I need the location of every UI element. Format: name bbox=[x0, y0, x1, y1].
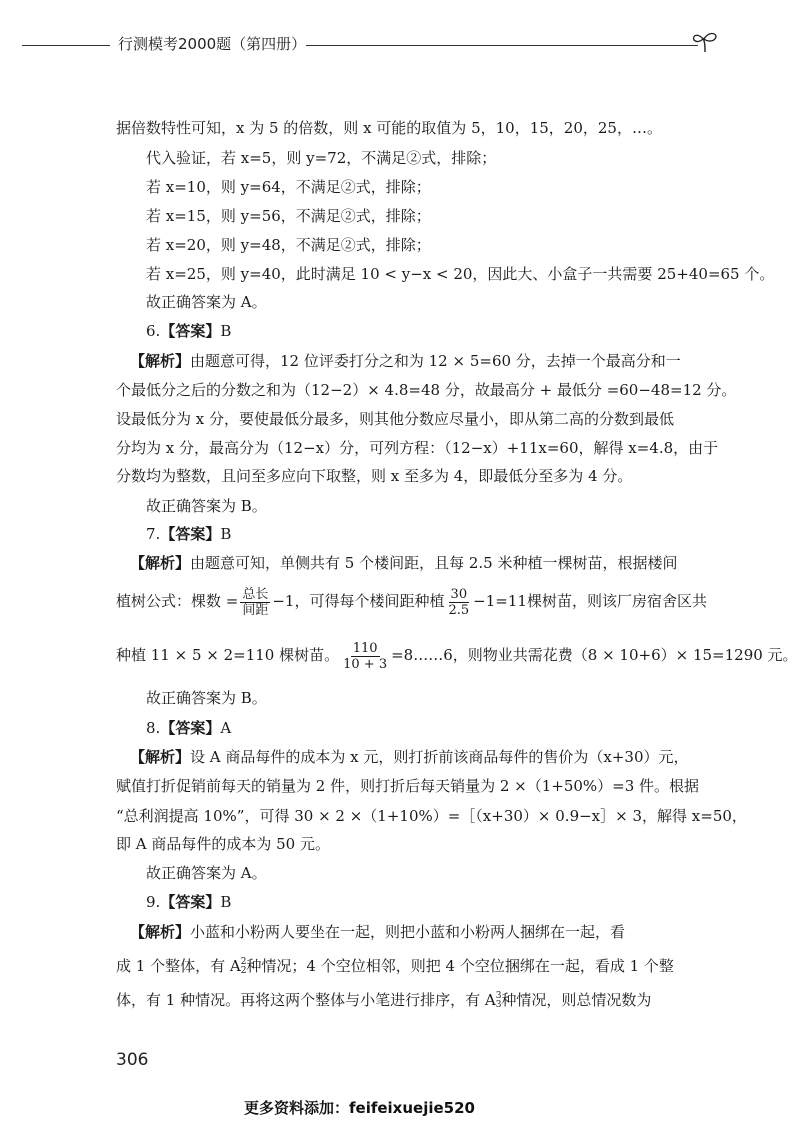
fraction bbox=[240, 587, 270, 618]
superscript: 3 bbox=[495, 991, 502, 1001]
analysis-line bbox=[130, 351, 681, 371]
answer-label: 【答案】 bbox=[160, 719, 221, 737]
footer-note: 更多资料添加：feifeixuejie520 bbox=[244, 1099, 475, 1117]
formula-line bbox=[116, 584, 707, 618]
fraction-numerator: 总长 bbox=[242, 586, 269, 602]
text-line: 故正确答案为 A。 bbox=[146, 293, 267, 311]
answer-value: A bbox=[220, 719, 232, 737]
text-span: 植树公式：棵数 = bbox=[116, 592, 239, 610]
text-line: 若 x=10，则 y=64，不满足②式，排除； bbox=[146, 178, 431, 196]
answer-value: B bbox=[220, 322, 232, 340]
fraction bbox=[446, 587, 471, 618]
text-line: 若 x=20，则 y=48，不满足②式，排除； bbox=[146, 236, 431, 254]
text-line: 故正确答案为 A。 bbox=[146, 864, 267, 882]
text-line bbox=[116, 956, 674, 976]
answer-label: 【答案】 bbox=[160, 893, 221, 911]
text-line: 个最低分之后的分数之和为（12−2）× 4.8=48 分，故最高分 + 最低分 =60−48=12 分。 bbox=[116, 381, 737, 399]
text-line: 即 A 商品每件的成本为 50 元。 bbox=[116, 835, 330, 853]
text-span: =8……6，则物业共需花费（8 × 10+6）× 15=1290 元。 bbox=[391, 646, 798, 664]
answer-value: B bbox=[220, 893, 232, 911]
text-line: 若 x=15，则 y=56，不满足②式，排除； bbox=[146, 207, 431, 225]
subscript: 3 bbox=[495, 1000, 502, 1010]
question-number: 8. bbox=[146, 719, 161, 737]
text-span: 小蓝和小粉两人要坐在一起，则把小蓝和小粉两人捆绑在一起，看 bbox=[190, 923, 626, 941]
text-line: 代入验证，若 x=5，则 y=72，不满足②式，排除； bbox=[146, 149, 497, 167]
analysis-line bbox=[130, 922, 625, 942]
fraction-numerator: 110 bbox=[352, 640, 378, 656]
sprout-icon bbox=[690, 30, 720, 54]
page-number: 306 bbox=[116, 1050, 149, 1070]
analysis-line bbox=[130, 553, 678, 573]
text-line: 若 x=25，则 y=40，此时满足 10 < y−x < 20，因此大、小盒子一共需要 25+40=65 个。 bbox=[146, 265, 775, 283]
text-line: 赋值打折促销前每天的销量为 2 件，则打折后每天销量为 2 ×（1+50%）=3 件。根据 bbox=[116, 777, 700, 795]
text-span: −1，可得每个楼间距种植 bbox=[272, 592, 445, 610]
header-rule-right bbox=[306, 45, 698, 46]
text-span: −1=11棵树苗，则该厂房宿舍区共 bbox=[473, 592, 707, 610]
text-span: 种情况；4 个空位相邻，则把 4 个空位捆绑在一起，看成 1 个整 bbox=[246, 957, 674, 975]
formula-line bbox=[116, 638, 798, 672]
question-number: 9. bbox=[146, 893, 161, 911]
text-line: 设最低分为 x 分，要使最低分最多，则其他分数应尽量小，即从第二高的分数到最低 bbox=[116, 410, 674, 428]
answer-heading-8 bbox=[146, 718, 231, 738]
header-rule-left bbox=[22, 45, 110, 46]
text-line: 分数均为整数，且问至多应向下取整，则 x 至多为 4，即最低分至多为 4 分。 bbox=[116, 467, 633, 485]
analysis-label: 【解析】 bbox=[130, 352, 191, 370]
text-line: “总利润提高 10%”，可得 30 × 2 ×（1+10%）=［（x+30）× 0.9−x］× 3，解得 x=50， bbox=[116, 807, 747, 825]
text-span: 种植 11 × 5 × 2=110 棵树苗。 bbox=[116, 646, 340, 664]
text-span: 成 1 个整体，有 A bbox=[116, 957, 241, 975]
answer-heading-6 bbox=[146, 321, 231, 341]
fraction-denominator: 间距 bbox=[242, 602, 269, 618]
question-number: 6. bbox=[146, 322, 161, 340]
question-number: 7. bbox=[146, 525, 161, 543]
text-line: 故正确答案为 B。 bbox=[146, 497, 267, 515]
text-line: 分均为 x 分，最高分为（12−x）分，可列方程：（12−x）+11x=60，解得 x=4.8，由于 bbox=[116, 439, 719, 457]
fraction bbox=[341, 641, 389, 672]
answer-label: 【答案】 bbox=[160, 322, 221, 340]
text-span: 种情况，则总情况数为 bbox=[501, 991, 652, 1009]
answer-label: 【答案】 bbox=[160, 525, 221, 543]
analysis-label: 【解析】 bbox=[130, 923, 191, 941]
header-title: 行测模考2000题（第四册） bbox=[118, 35, 307, 53]
text-span: 由题意可得，12 位评委打分之和为 12 × 5=60 分，去掉一个最高分和一 bbox=[190, 352, 681, 370]
fraction-denominator: 2.5 bbox=[448, 602, 470, 618]
text-span: 体，有 1 种情况。再将这两个整体与小笔进行排序，有 A bbox=[116, 991, 496, 1009]
analysis-label: 【解析】 bbox=[130, 748, 191, 766]
analysis-label: 【解析】 bbox=[130, 554, 191, 572]
text-span: 由题意可知，单侧共有 5 个楼间距，且每 2.5 米种植一棵树苗，根据楼间 bbox=[190, 554, 678, 572]
subscript: 2 bbox=[240, 966, 247, 976]
analysis-line bbox=[130, 747, 689, 767]
answer-heading-9 bbox=[146, 892, 231, 912]
answer-heading-7 bbox=[146, 524, 231, 544]
page-header bbox=[0, 30, 800, 60]
fraction-denominator: 10 + 3 bbox=[343, 656, 388, 672]
fraction-numerator: 30 bbox=[450, 586, 468, 602]
text-line bbox=[116, 990, 651, 1010]
text-line: 故正确答案为 B。 bbox=[146, 689, 267, 707]
text-line: 据倍数特性可知，x 为 5 的倍数，则 x 可能的取值为 5，10，15，20，25，…。 bbox=[116, 119, 662, 137]
text-span: 设 A 商品每件的成本为 x 元，则打折前该商品每件的售价为（x+30）元， bbox=[190, 748, 689, 766]
superscript: 2 bbox=[240, 957, 247, 967]
answer-value: B bbox=[220, 525, 232, 543]
